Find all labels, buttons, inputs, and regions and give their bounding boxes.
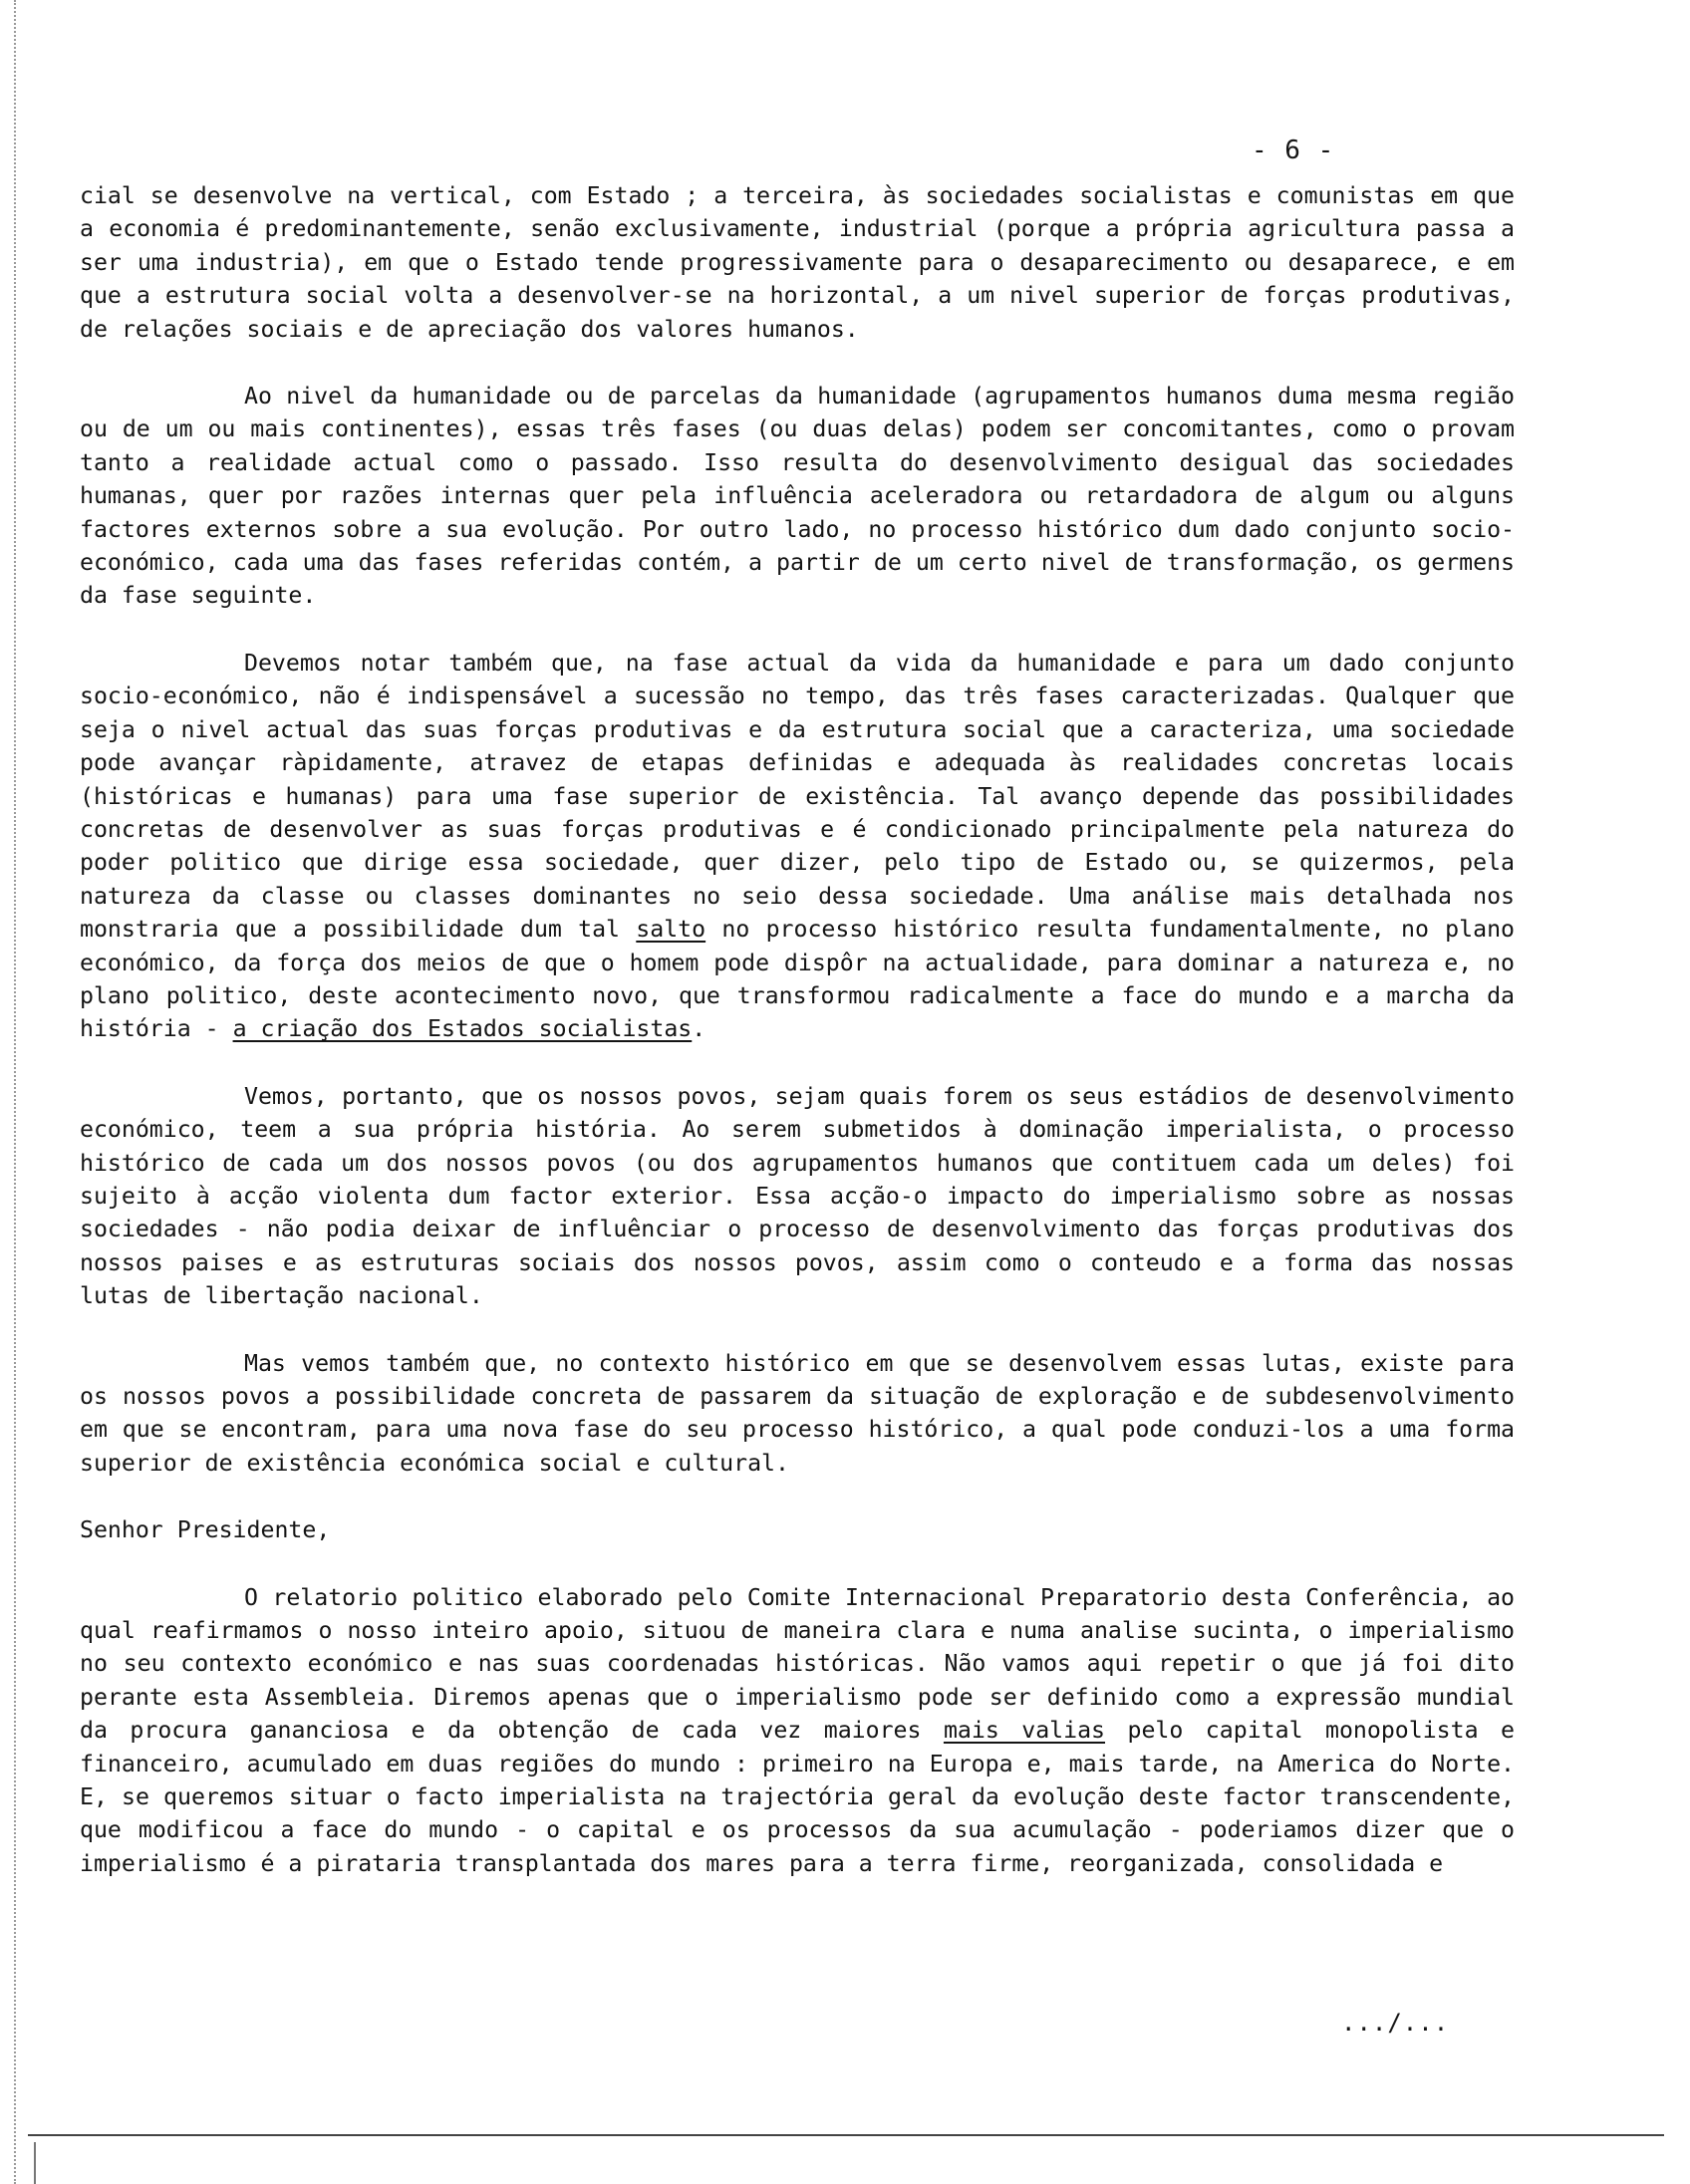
paragraph-1 (80, 179, 1515, 346)
underlined-text: a criação dos Estados socialistas (232, 1015, 693, 1043)
text-run: Ao nivel da humanidade ou de parcelas da humanidade (agrupamentos humanos duma mesma região ou de um ou mais continentes), essas três fases (ou duas delas) podem ser concomitantes, como o provam tanto a realidade actual como o passado. Isso resulta do desenvolvimento desigual das sociedades humanas, quer por razões internas quer pela influência aceleradora ou retardadora de algum ou alguns factores externos sobre a sua evolução. Por outro lado, no processo histórico dum dado conjunto socio-económico, cada uma das fases referidas contém, a partir de um certo nivel de transformação, os germens da fase seguinte. (80, 383, 1515, 610)
page-number: - 6 - (1252, 136, 1335, 165)
salutation: Senhor Presidente, (80, 1516, 331, 1544)
paragraph-6 (80, 1581, 1515, 1881)
document-body (80, 179, 1515, 1914)
text-run: Devemos notar também que, na fase actual da vida da humanidade e para um dado conjunto socio-económico, não é indispensável a sucessão no tempo, das três fases caracterizadas. Qualquer que seja o nivel actual das suas forças produtivas e da estrutura social que a caracteriza, uma sociedade pode avançar ràpidamente, atravez de etapas definidas e adequada às realidades concretas locais (históricas e humanas) para uma fase superior de existência. Tal avanço depende das possibilidades concretas de desenvolver as suas forças produtivas e é condicionado principalmente pela natureza do poder politico que dirige essa sociedade, quer dizer, pelo tipo de Estado ou, se quizermos, pela natureza da classe ou classes dominantes no seio dessa sociedade. Uma análise mais detalhada nos monstraria que a possibilidade dum tal (80, 649, 1515, 944)
text-run: Vemos, portanto, que os nossos povos, sejam quais forem os seus estádios de desenvolvimento económico, teem a sua própria história. Ao serem submetidos à dominação imperialista, o processo histórico de cada um dos nossos povos (ou dos agrupamentos humanos que contituem cada um deles) foi sujeito à acção violenta dum factor exterior. Essa acção-o impacto do imperialismo sobre as nossas sociedades - não podia deixar de influênciar o processo de desenvolvimento das forças produtivas dos nossos paises e as estruturas sociais dos nossos povos, assim como o conteudo e a forma das nossas lutas de libertação nacional. (80, 1082, 1515, 1310)
paragraph-3 (80, 647, 1515, 1046)
paragraph-2 (80, 380, 1515, 613)
page-bottom-rule (28, 2134, 1664, 2136)
paragraph-5 (80, 1347, 1515, 1481)
text-run: O relatorio politico elaborado pelo Comite Internacional Preparatorio desta Conferência, ao qual reafirmamos o nosso inteiro apoio, situou de maneira clara e numa analise sucinta, o imperialismo no seu contexto económico e nas suas coordenadas históricas. Não vamos aqui repetir o que já foi dito perante esta Assembleia. Diremos apenas que o imperialismo pode ser definido como a expressão mundial da procura gananciosa e da obtenção de cada vez maiores (80, 1583, 1515, 1745)
underlined-text: mais valias (943, 1717, 1106, 1745)
text-run: no processo histórico resulta fundamentalmente, no plano económico, da força dos meios de que o homem pode dispôr na actualidade, para dominar a natureza e, no plano politico, deste acontecimento novo, que transformou radicalmente a face do mundo e a marcha da história - (80, 916, 1515, 1043)
text-run: cial se desenvolve na vertical, com Estado ; a terceira, às sociedades socialistas e comunistas em que a economia é predominantemente, senão exclusivamente, industrial (porque a própria agricultura passa a ser uma industria), em que o Estado tende progressivamente para o desaparecimento ou desaparece, e em que a estrutura social volta a desenvolver-se na horizontal, a um nivel superior de forças produtivas, de relações sociais e de apreciação dos valores humanos. (80, 182, 1515, 343)
scan-left-edge (14, 0, 16, 2184)
underlined-text: salto (636, 916, 706, 944)
text-run: . (692, 1015, 706, 1043)
continuation-mark: .../... (1341, 2009, 1450, 2037)
paragraph-4 (80, 1080, 1515, 1313)
text-run: Mas vemos também que, no contexto histórico em que se desenvolvem essas lutas, existe para os nossos povos a possibilidade concreta de passarem da situação de exploração e de subdesenvolvimento em que se encontram, para uma nova fase do seu processo histórico, a qual pode conduzi-los a uma forma superior de existência económica social e cultural. (80, 1349, 1515, 1477)
text-run: pelo capital monopolista e financeiro, acumulado em duas regiões do mundo : primeiro na Europa e, mais tarde, na America do Norte. E, se queremos situar o facto imperialista na trajectória geral da evolução deste factor transcendente, que modificou a face do mundo - o capital e os processos da sua acumulação - poderiamos dizer que o imperialismo é a pirataria transplantada dos mares para a terra firme, reorganizada, consolidada e (80, 1717, 1516, 1877)
scan-corner-mark (34, 2142, 36, 2184)
